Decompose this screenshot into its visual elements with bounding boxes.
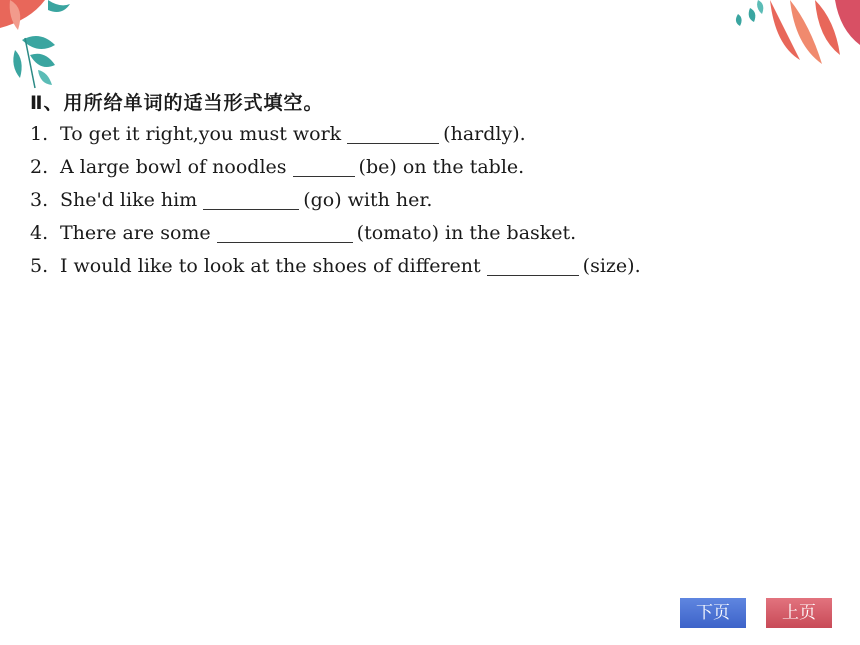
answer-blank[interactable] <box>293 154 355 177</box>
leaf-decoration-right-icon <box>730 0 860 70</box>
question-text: To get it right,you must work <box>60 123 342 145</box>
question-2 <box>30 151 830 184</box>
question-hint: (tomato) in the basket. <box>356 222 577 244</box>
question-number: 1. <box>30 123 49 145</box>
exercise-content <box>30 88 830 283</box>
question-text: I would like to look at the shoes of different <box>60 255 481 277</box>
leaf-decoration-left-icon <box>0 0 80 90</box>
answer-blank[interactable] <box>217 220 353 243</box>
section-title: Ⅱ、用所给单词的适当形式填空。 <box>30 92 324 114</box>
question-3 <box>30 184 830 217</box>
question-hint: (size). <box>582 255 641 277</box>
question-number: 5. <box>30 255 49 277</box>
question-4 <box>30 217 830 250</box>
question-1 <box>30 118 830 151</box>
question-hint: (be) on the table. <box>358 156 525 178</box>
next-page-button[interactable]: 下页 <box>680 598 746 628</box>
question-hint: (go) with her. <box>303 189 433 211</box>
question-number: 2. <box>30 156 49 178</box>
question-text: A large bowl of noodles <box>60 156 287 178</box>
previous-page-button[interactable]: 上页 <box>766 598 832 628</box>
answer-blank[interactable] <box>203 187 299 210</box>
question-5 <box>30 250 830 283</box>
question-hint: (hardly). <box>443 123 526 145</box>
answer-blank[interactable] <box>487 253 579 276</box>
question-number: 3. <box>30 189 49 211</box>
question-number: 4. <box>30 222 49 244</box>
answer-blank[interactable] <box>347 121 439 144</box>
question-text: There are some <box>60 222 211 244</box>
question-text: She'd like him <box>60 189 198 211</box>
